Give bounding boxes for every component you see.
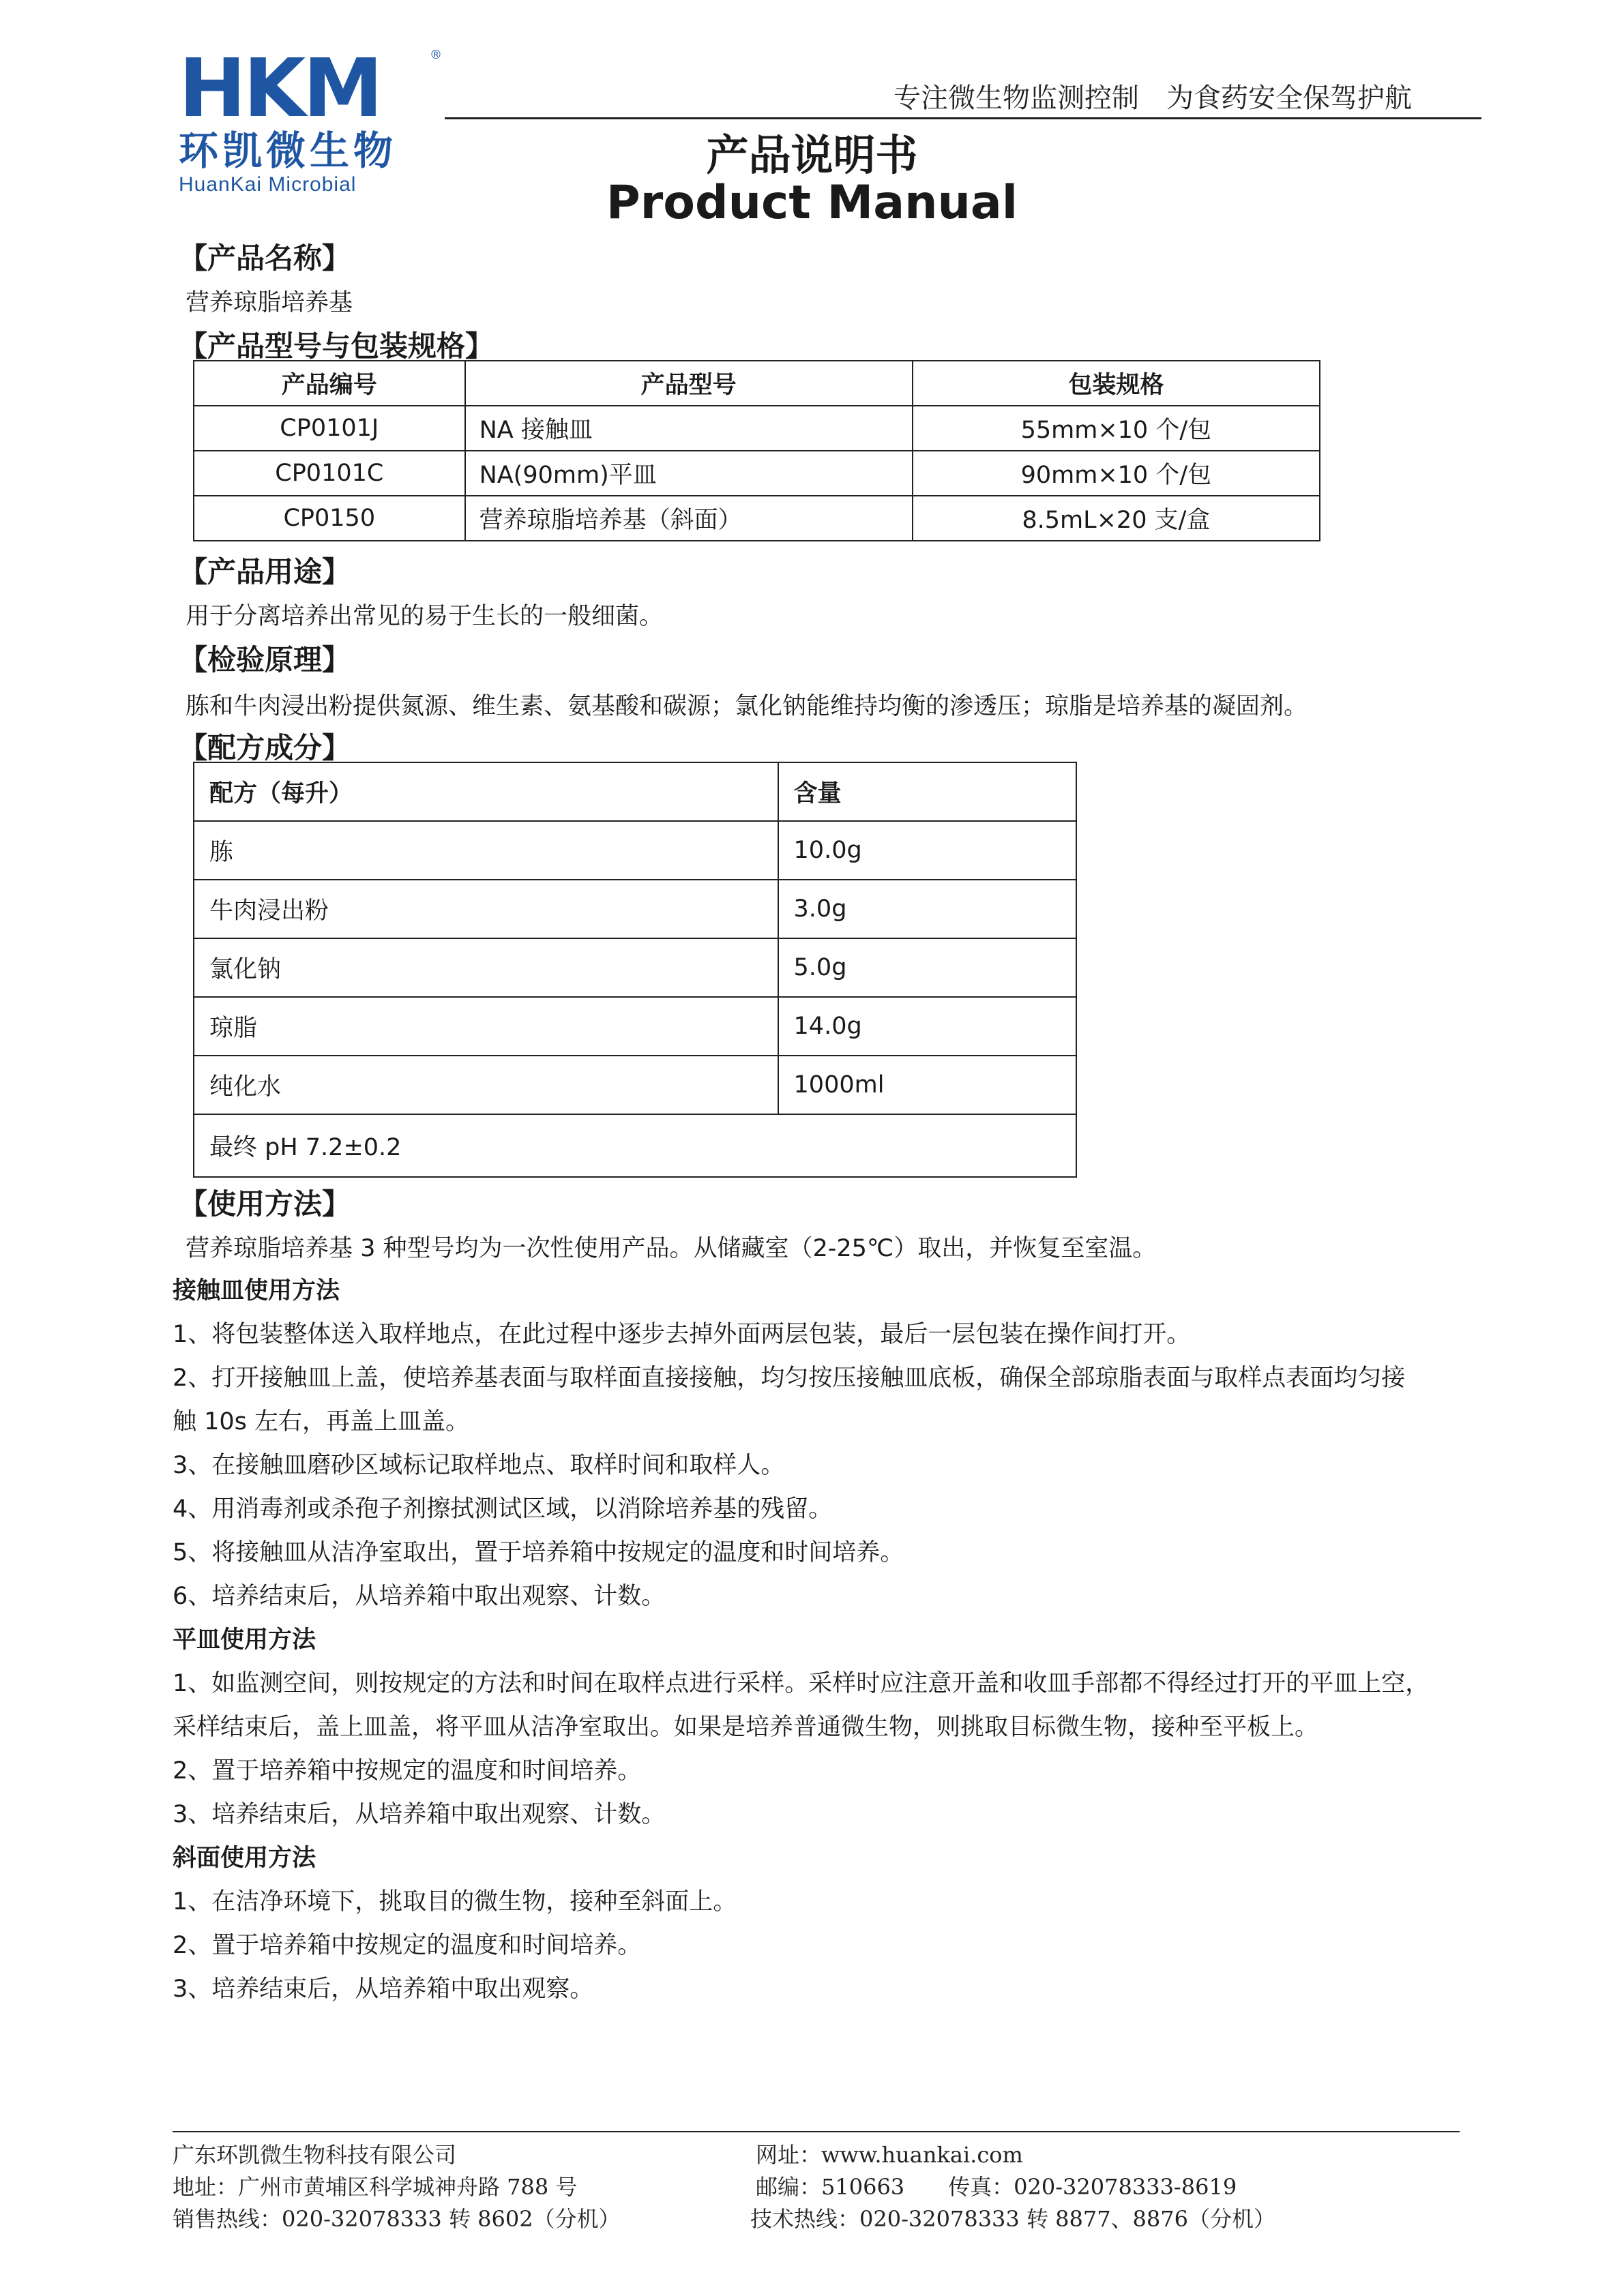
final-ph: 最终 pH 7.2±0.2: [194, 1114, 1076, 1177]
contact-step: 2、打开接触皿上盖，使培养基表面与取样面直接接触，均匀按压接触皿底板，确保全部琼脂表面与取样点表面均匀接: [173, 1365, 1406, 1392]
product-name: 营养琼脂培养基: [186, 289, 353, 316]
footer-sales-hotline: 销售热线：020-32078333 转 8602（分机）: [173, 2206, 621, 2232]
table-row: [194, 451, 1320, 496]
plate-step: 2、置于培养箱中按规定的温度和时间培养。: [173, 1757, 642, 1785]
table-row: [194, 938, 1076, 997]
table-row: [194, 997, 1076, 1056]
section-heading-name: 【产品名称】: [179, 241, 351, 275]
amount: 14.0g: [778, 997, 1076, 1056]
footer-postcode-fax: 邮编：510663 传真：020-32078333-8619: [756, 2174, 1237, 2200]
contact-step: 6、培养结束后，从培养箱中取出观察、计数。: [173, 1583, 666, 1610]
contact-step: 3、在接触皿磨砂区域标记取样地点、取样时间和取样人。: [173, 1452, 785, 1479]
column-header: 配方（每升）: [194, 762, 778, 821]
ingredient: 牛肉浸出粉: [194, 880, 778, 938]
product-code: CP0150: [194, 496, 465, 541]
package-spec: 55mm×10 个/包: [913, 406, 1320, 451]
product-code: CP0101C: [194, 451, 465, 496]
column-header: 含量: [778, 762, 1076, 821]
ingredient: 氯化钠: [194, 938, 778, 997]
amount: 3.0g: [778, 880, 1076, 938]
amount: 5.0g: [778, 938, 1076, 997]
amount: 1000ml: [778, 1056, 1076, 1114]
table-row: [194, 880, 1076, 938]
footer-tech-hotline: 技术热线：020-32078333 转 8877、8876（分机）: [750, 2206, 1275, 2232]
page-title-en: Product Manual: [606, 176, 1018, 230]
slant-step: 3、培养结束后，从培养箱中取出观察。: [173, 1976, 594, 2003]
formula-table: [193, 762, 1077, 1178]
footer-divider: [173, 2131, 1460, 2132]
table-row: [194, 1056, 1076, 1114]
subheading-slant: 斜面使用方法: [173, 1845, 316, 1872]
section-heading-usage: 【产品用途】: [179, 555, 351, 588]
plate-step: 1、如监测空间，则按规定的方法和时间在取样点进行采样。采样时应注意开盖和收皿手部都不得经过打开的平皿上空，: [173, 1670, 1430, 1697]
table-row: [194, 496, 1320, 541]
table-row: [194, 821, 1076, 880]
footer-website: 网址：www.huankai.com: [756, 2142, 1023, 2168]
contact-step: 5、将接触皿从洁净室取出，置于培养箱中按规定的温度和时间培养。: [173, 1539, 904, 1566]
ingredient: 纯化水: [194, 1056, 778, 1114]
section-heading-method: 【使用方法】: [179, 1187, 351, 1221]
product-model: 营养琼脂培养基（斜面）: [465, 496, 913, 541]
column-header: 产品型号: [465, 361, 913, 406]
logo-mark: [179, 41, 458, 135]
plate-step: 3、培养结束后，从培养箱中取出观察、计数。: [173, 1801, 666, 1828]
subheading-flat-plate: 平皿使用方法: [173, 1626, 316, 1654]
section-heading-formula: 【配方成分】: [179, 731, 351, 764]
table-header-row: [194, 361, 1320, 406]
header-divider: [445, 117, 1481, 119]
section-heading-principle: 【检验原理】: [179, 643, 351, 676]
registered-mark: ®: [430, 48, 442, 62]
page-title-cn: 产品说明书: [706, 130, 918, 180]
section-heading-models: 【产品型号与包装规格】: [179, 329, 494, 363]
principle-text: 胨和牛肉浸出粉提供氮源、维生素、氨基酸和碳源；氯化钠能维持均衡的渗透压；琼脂是培养基的凝固剂。: [186, 693, 1308, 720]
footer-address: 地址：广州市黄埔区科学城神舟路 788 号: [173, 2174, 578, 2200]
contact-step: 4、用消毒剂或杀孢子剂擦拭测试区域，以消除培养基的残留。: [173, 1495, 833, 1523]
logo-name-cn: 环凯微生物: [179, 128, 398, 174]
package-spec: 90mm×10 个/包: [913, 451, 1320, 496]
product-model: NA(90mm)平皿: [465, 451, 913, 496]
logo-mark-text: HKM: [179, 41, 381, 135]
slant-step: 2、置于培养箱中按规定的温度和时间培养。: [173, 1932, 642, 1959]
slant-step: 1、在洁净环境下，挑取目的微生物，接种至斜面上。: [173, 1888, 737, 1915]
header-slogan: 专注微生物监测控制 为食药安全保驾护航: [894, 83, 1412, 114]
product-code: CP0101J: [194, 406, 465, 451]
usage-text: 用于分离培养出常见的易于生长的一般细菌。: [186, 603, 664, 630]
table-header-row: [194, 762, 1076, 821]
package-spec: 8.5mL×20 支/盒: [913, 496, 1320, 541]
footer-company: 广东环凯微生物科技有限公司: [173, 2142, 457, 2168]
ingredient: 胨: [194, 821, 778, 880]
table-row: [194, 1114, 1076, 1177]
logo-name-en: HuanKai Microbial: [179, 173, 357, 196]
method-intro: 营养琼脂培养基 3 种型号均为一次性使用产品。从储藏室（2-25℃）取出，并恢复至室温。: [186, 1235, 1157, 1262]
column-header: 产品编号: [194, 361, 465, 406]
plate-step: 采样结束后，盖上皿盖，将平皿从洁净室取出。如果是培养普通微生物，则挑取目标微生物，接种至平板上。: [173, 1714, 1319, 1741]
amount: 10.0g: [778, 821, 1076, 880]
subheading-contact-plate: 接触皿使用方法: [173, 1277, 340, 1304]
table-row: [194, 406, 1320, 451]
models-table: [193, 360, 1320, 541]
column-header: 包装规格: [913, 361, 1320, 406]
product-model: NA 接触皿: [465, 406, 913, 451]
contact-step: 1、将包装整体送入取样地点，在此过程中逐步去掉外面两层包装，最后一层包装在操作间打开。: [173, 1321, 1191, 1348]
ingredient: 琼脂: [194, 997, 778, 1056]
contact-step: 触 10s 左右，再盖上皿盖。: [173, 1408, 470, 1435]
